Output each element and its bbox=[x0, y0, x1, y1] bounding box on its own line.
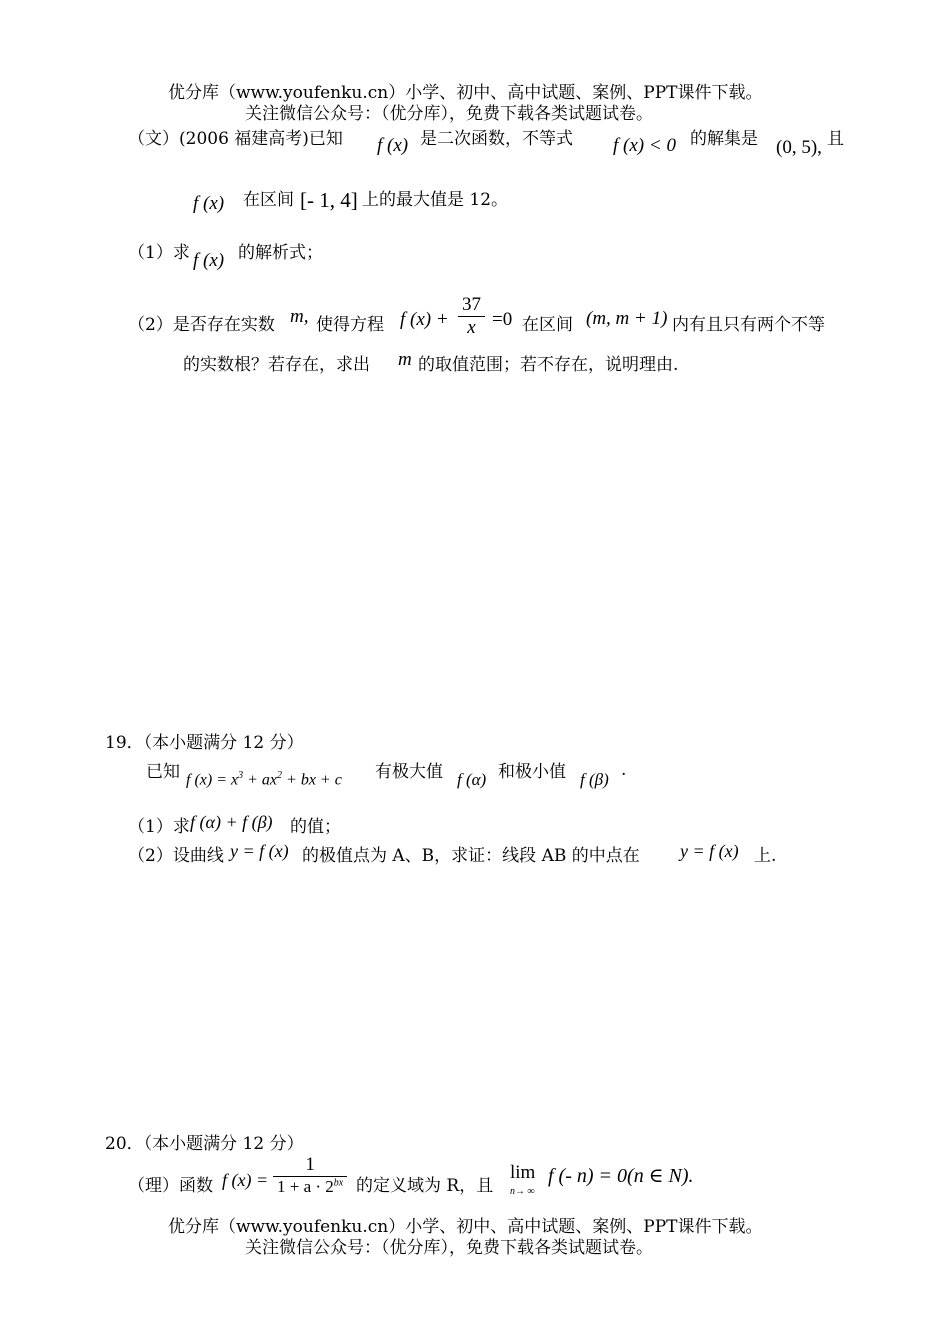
p19-q1-b: 的值； bbox=[290, 817, 341, 837]
p18-l2-interval: [- 1, 4] bbox=[300, 188, 358, 212]
p18-q1-a: （1）求 bbox=[128, 243, 190, 263]
p20-den-base: 1 + a · 2 bbox=[277, 1177, 334, 1196]
p19-l1-d: . bbox=[621, 760, 627, 780]
p20-expr: f (- n) = 0(n ∈ N). bbox=[548, 1165, 694, 1187]
p20-l1-b: 的定义域为 R，且 bbox=[356, 1176, 494, 1196]
p19-sup-3: 3 bbox=[238, 770, 244, 781]
p18-q2-d: 内有且只有两个不等 bbox=[672, 315, 825, 335]
p18-solution-interval: (0, 5), bbox=[776, 137, 822, 158]
p20-lim: lim bbox=[510, 1162, 536, 1183]
p18-q2-l2-m: m bbox=[398, 349, 412, 370]
footer-line-1: 优分库（www.youfenku.cn）小学、初中、高中试题、案例、PPT课件下载。 bbox=[168, 1217, 763, 1237]
p19-q1-expr: f (α) + f (β) bbox=[190, 812, 273, 832]
p19-f-beta: f (β) bbox=[580, 770, 609, 789]
p20-fx: f (x) = bbox=[222, 1170, 269, 1190]
p18-intro-c: 的解集是 bbox=[690, 129, 758, 149]
p19-q2-b: 的极值点为 A、B，求证：线段 AB 的中点在 bbox=[302, 846, 640, 866]
p18-q1-fx: f (x) bbox=[193, 250, 225, 271]
p19-q1-a: （1）求 bbox=[128, 817, 190, 837]
p19-f-alpha: f (α) bbox=[457, 770, 487, 789]
header-line-2: 关注微信公众号：（优分库），免费下载各类试题试卷。 bbox=[245, 104, 653, 124]
p20-lim-sub: n→ ∞ bbox=[510, 1186, 535, 1197]
p18-q2-l2-b: 的取值范围；若不存在，说明理由. bbox=[418, 355, 679, 375]
p18-q2-m: m, bbox=[290, 306, 309, 327]
p18-q2-interval: (m, m + 1) bbox=[586, 308, 668, 329]
p18-intro-a: （文）(2006 福建高考)已知 bbox=[128, 129, 343, 149]
p20-numerator: 1 bbox=[273, 1154, 347, 1177]
p20-title: 20．（本小题满分 12 分） bbox=[105, 1134, 304, 1154]
p19-q2-c: 上. bbox=[754, 846, 777, 866]
p19-function bbox=[186, 770, 342, 789]
p18-q2-fraction bbox=[458, 294, 485, 339]
p18-q2-fx: f (x) + bbox=[400, 309, 449, 330]
p19-fx: f (x) = x bbox=[186, 771, 239, 789]
p19-q2-a: （2）设曲线 bbox=[128, 846, 224, 866]
p19-q2-expr2: y = f (x) bbox=[680, 841, 739, 861]
p18-fx: f (x) bbox=[377, 135, 409, 156]
p18-q2-numerator: 37 bbox=[458, 294, 485, 317]
p18-q2-l2-a: 的实数根？若存在，求出 bbox=[183, 355, 370, 375]
p18-q2-b: 使得方程 bbox=[316, 315, 384, 335]
p18-q2-a: （2）是否存在实数 bbox=[128, 315, 275, 335]
p18-l2-a: 在区间 bbox=[243, 190, 294, 210]
p18-intro-b: 是二次函数，不等式 bbox=[420, 129, 573, 149]
header-line-1: 优分库（www.youfenku.cn）小学、初中、高中试题、案例、PPT课件下载。 bbox=[168, 83, 763, 103]
p18-q2-c: 在区间 bbox=[522, 315, 573, 335]
p19-l1-b: 有极大值 bbox=[375, 762, 443, 782]
p18-l2-b: 上的最大值是 12。 bbox=[362, 190, 509, 210]
p20-l1-a: （理）函数 bbox=[128, 1176, 213, 1196]
p19-q2-expr: y = f (x) bbox=[230, 841, 289, 861]
p19-l1-a: 已知 bbox=[146, 762, 180, 782]
p19-title: 19．（本小题满分 12 分） bbox=[105, 733, 304, 753]
p18-l2-fx: f (x) bbox=[193, 193, 225, 214]
p18-intro-d: 且 bbox=[827, 129, 844, 149]
p19-rest: + bx + c bbox=[282, 771, 342, 789]
p20-denominator bbox=[273, 1177, 347, 1197]
p18-q2-denominator: x bbox=[467, 317, 476, 338]
footer-line-2: 关注微信公众号：（优分库），免费下载各类试题试卷。 bbox=[245, 1238, 653, 1258]
p18-inequality: f (x) < 0 bbox=[613, 135, 676, 156]
p19-ax: + ax bbox=[243, 771, 278, 789]
p20-fraction bbox=[273, 1154, 347, 1197]
p19-l1-c: 和极小值 bbox=[498, 762, 566, 782]
p18-q1-b: 的解析式； bbox=[238, 243, 323, 263]
p20-den-sup: bx bbox=[333, 1177, 344, 1189]
p19-sup-2: 2 bbox=[277, 770, 283, 781]
p18-q2-equals: =0 bbox=[492, 309, 513, 330]
